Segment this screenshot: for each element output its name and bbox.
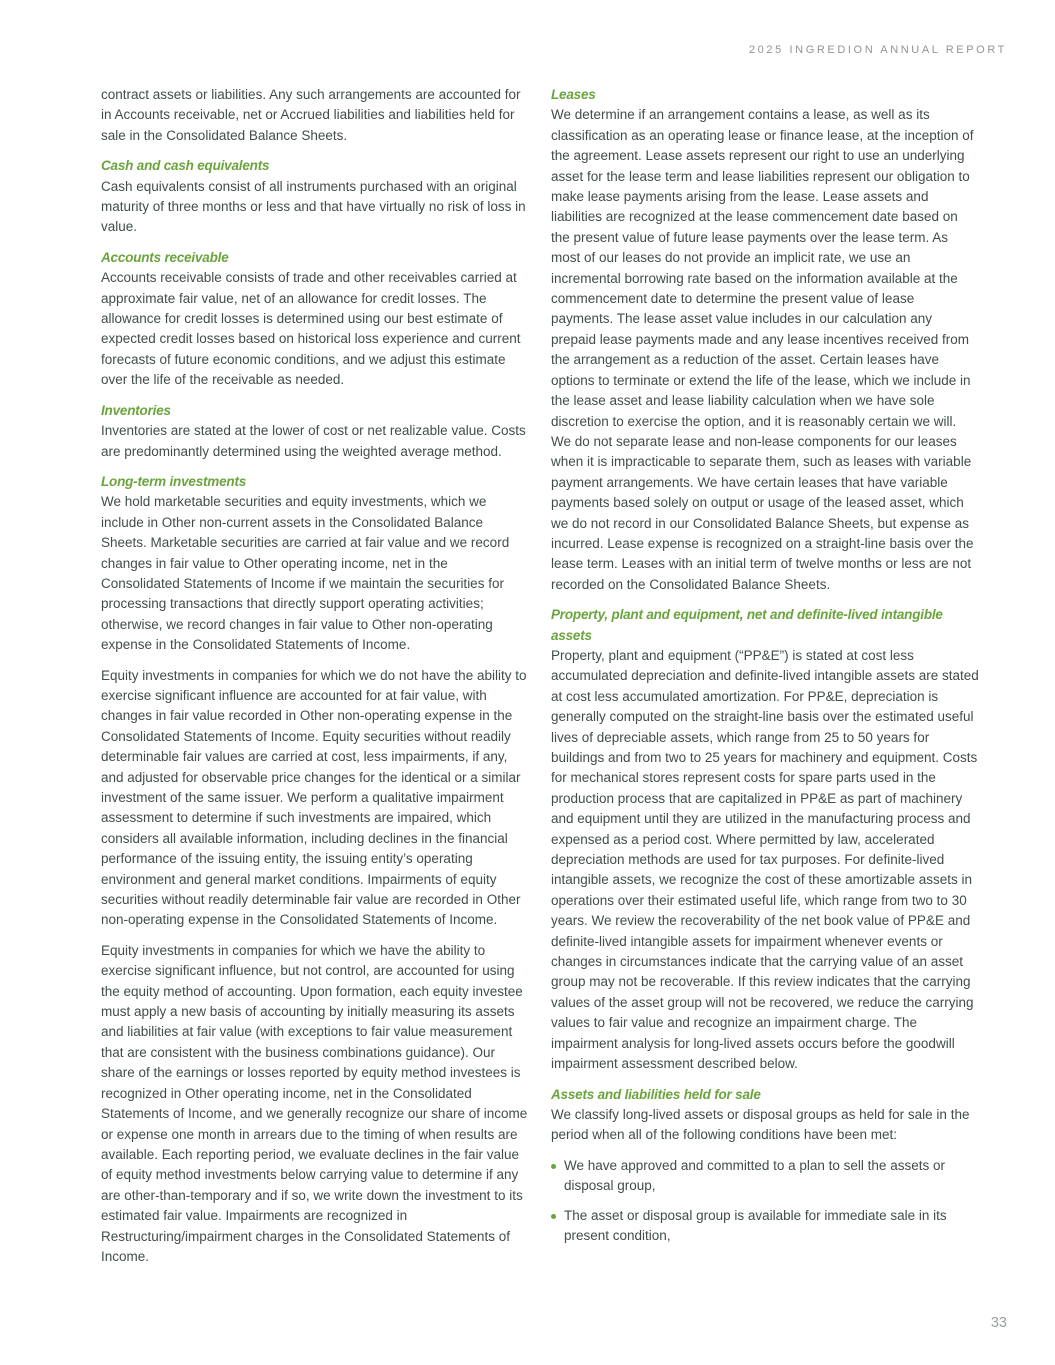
paragraph: Equity investments in companies for which we do not have the ability to exercise significant influence are accounted for at fair value, with changes in fair value recorded in Other non-operating expense in the Consolidated Statements of Income. Equity securities without readily determinable fair values are carried at cost, less impairments, if any, and adjusted for observable price changes for the identical or a similar investment of the same issuer. We perform a qualitative impairment assessment to determine if such investments are impaired, which considers all available information, including declines in the financial performance of the issuing entity, the issuing entity’s operating environment and general market conditions. Impairments of equity securities without readily determinable fair value are recorded in Other non-operating expense in the Consolidated Statements of Income.: [101, 667, 527, 928]
section-heading: Accounts receivable: [101, 249, 229, 265]
bullet-item: [551, 1206, 979, 1247]
paragraph: We hold marketable securities and equity investments, which we include in Other non-current assets in the Consolidated Balance Sheets. Marketable securities are carried at fair value and we record changes in fair value to Other operating income, net in the Consolidated Statements of Income if we maintain the securities for processing transactions that directly support operating activities; otherwise, we record changes in fair value to Other non-operating expense in the Consolidated Statements of Income.: [101, 494, 510, 653]
bullet-list: [551, 1156, 979, 1247]
paragraph: Equity investments in companies for which we have the ability to exercise significant influence, but not control, are accounted for using the equity method of accounting. Upon formation, each equity investee must apply a new basis of accounting by initially measuring its assets and liabilities at fair value (with exceptions to fair value measurement that are consistent with the business combinations guidance). Our share of the earnings or losses reported by equity method investees is recognized in Other operating income, net in the Consolidated Statements of Income, and we generally recognize our share of income or expense one month in arrears due to the timing of when results are available. Each reporting period, we evaluate declines in the fair value of equity method investments below carrying value to determine if any are other-than-temporary and if so, we write down the investment to its estimated fair value. Impairments are recognized in Restructuring/impairment charges in the Consolidated Statements of Income.: [101, 942, 528, 1264]
section-heading: Assets and liabilities held for sale: [551, 1086, 761, 1102]
section-heading: Cash and cash equivalents: [101, 158, 270, 174]
bullet-dot-icon: [551, 1164, 556, 1169]
paragraph: Inventories are stated at the lower of cost or net realizable value. Costs are predominantly determined using the weighted average method.: [101, 423, 526, 459]
paragraph: Cash equivalents consist of all instruments purchased with an original maturity of three months or less and that have virtually no risk of loss in value.: [101, 178, 526, 235]
paragraph: We classify long-lived assets or disposal groups as held for sale in the period when all of the following conditions have been met:: [551, 1106, 970, 1143]
left-column: [101, 85, 529, 1277]
section-intro-continuation: [101, 85, 529, 146]
paragraph: contract assets or liabilities. Any such arrangements are accounted for in Accounts receivable, net or Accrued liabilities and liabilities held for sale in the Consolidated Balance Sheets.: [101, 87, 521, 143]
paragraph: We determine if an arrangement contains a lease, as well as its classification as an operating lease or finance lease, at the inception of the agreement. Lease assets represent our right to use an underlying asset for the lease term and lease liabilities represent our obligation to make lease payments arising from the lease. Lease assets and liabilities are recognized at the lease commencement date based on the present value of future lease payments over the lease term. As most of our leases do not provide an implicit rate, we use an incremental borrowing rate based on the information available at the commencement date to determine the present value of lease payments. The lease asset value includes in our calculation any prepaid lease payments made and any lease incentives received from the arrangement as a reduction of the asset. Certain leases have options to terminate or extend the life of the lease, which we include in the lease asset and lease liability calculation when we have sole discretion to exercise the option, and it is reasonably certain we will. We do not separate lease and non-lease components for our leases when it is impracticable to separate them, such as leases with variable payment arrangements. We have certain leases that have variable payments based solely on output or usage of the leased asset, which we do not record in our Consolidated Balance Sheets, but expense as incurred. Lease expense is recognized on a straight-line basis over the lease term. Leases with an initial term of twelve months or less are not recorded on the Consolidated Balance Sheets.: [551, 107, 974, 592]
right-column: [551, 85, 979, 1255]
section-heading: Property, plant and equipment, net and definite-lived intangible assets: [551, 607, 943, 643]
section-leases: [551, 85, 979, 595]
report-header: 2025 INGREDION ANNUAL REPORT: [748, 44, 1007, 56]
bullet-item: [551, 1156, 979, 1197]
bullet-text: We have approved and committed to a plan to sell the assets or disposal group,: [564, 1157, 945, 1194]
section-heading: Long-term investments: [101, 473, 247, 489]
section-inventories: [101, 401, 529, 462]
bullet-text: The asset or disposal group is available for immediate sale in its present condition,: [564, 1207, 947, 1243]
section-assets-liabilities-held-for-sale: [551, 1085, 979, 1247]
section-heading: Leases: [551, 87, 596, 102]
page-number: 33: [990, 1315, 1007, 1331]
bullet-dot-icon: [551, 1214, 556, 1219]
paragraph: Property, plant and equipment (“PP&E”) is stated at cost less accumulated depreciation and definite-lived intangible assets are stated at cost less accumulated amortization. For PP&E, depreciation is generally computed on the straight-line basis over the estimated useful lives of depreciable assets, which range from 25 to 50 years for buildings and from two to 25 years for machinery and equipment. Costs for mechanical stores represent costs for spare parts used in the production process that are capitalized in PP&E as part of machinery and equipment until they are utilized in the manufacturing process and expensed as a period cost. Where permitted by law, accelerated depreciation methods are used for tax purposes. For definite-lived intangible assets, we recognize the cost of these amortizable assets in operations over their estimated useful life, which range from two to 30 years. We review the recoverability of the net book value of PP&E and definite-lived intangible assets for impairment whenever events or changes in circumstances indicate that the carrying value of an asset group may not be recoverable. If this review indicates that the carrying values of the asset group will not be recovered, we reduce the carrying values to fair value and recognize an impairment charge. The impairment analysis for long-lived assets occurs before the goodwill impairment assessment described below.: [551, 647, 979, 1072]
section-accounts-receivable: [101, 248, 529, 391]
section-cash-and-cash-equivalents: [101, 156, 529, 238]
section-property-plant-equipment: [551, 605, 979, 1074]
section-heading: Inventories: [101, 402, 171, 418]
section-long-term-investments: [101, 472, 529, 1267]
paragraph: Accounts receivable consists of trade and other receivables carried at approximate fair value, net of an allowance for credit losses. The allowance for credit losses is determined using our best estimate of expected credit losses based on historical loss experience and current forecasts of future economic conditions, and we adjust this estimate over the life of the receivable as needed.: [101, 270, 521, 388]
